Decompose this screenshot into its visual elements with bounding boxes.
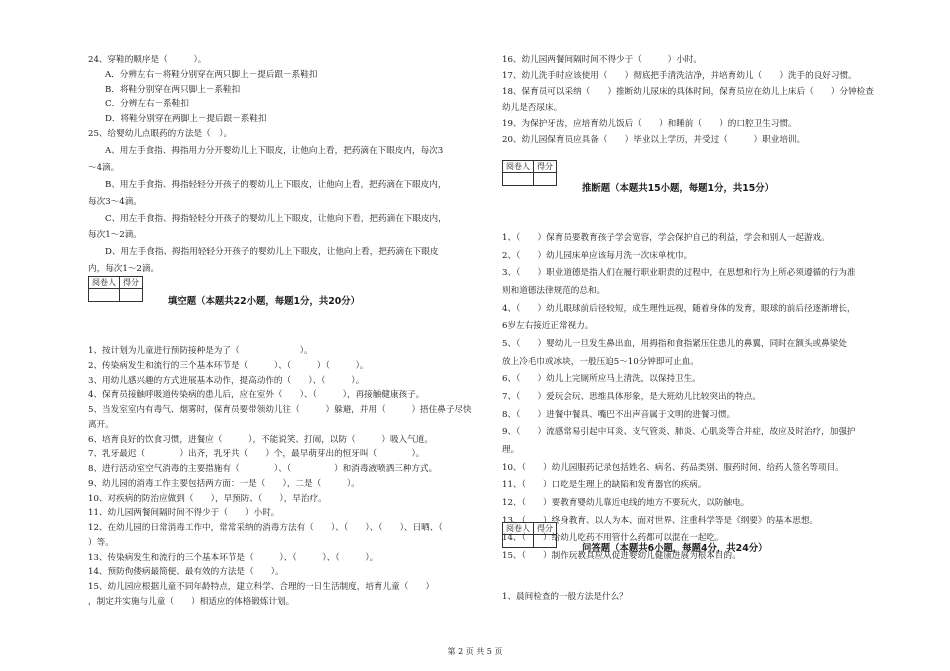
judge-item-continuation: 理。: [502, 445, 520, 455]
page-footer: 第 2 页 共 5 页: [447, 647, 503, 656]
judge-item: 2、（ ）幼儿园床单应该每月洗一次床单枕巾。: [502, 251, 693, 261]
fill-item: 1、按计划为儿童进行预防接种是为了（ ）。: [88, 346, 313, 356]
judge-item-continuation: 放上冷毛巾或冰块，一般压迫5～10分钟即可止血。: [502, 357, 699, 367]
judge-item-continuation: 则和道德法律规范的总和。: [502, 286, 606, 296]
score-box: [502, 160, 557, 186]
judge-item: 13、（ ）终身教育、以人为本、面对世界、注重科学等是《纲要》的基本思想。: [502, 516, 819, 526]
question-24-line: A．分辨左右－将鞋分别穿在两只脚上－提后跟－系鞋扣: [105, 69, 318, 80]
fill-item: 15、幼儿园应根据儿童不同年龄特点，建立科学、合理的一日生活制度，培育儿童（ ）: [88, 582, 435, 592]
qa-item: 1、晨间检查的一般方法是什么？: [502, 592, 628, 602]
judge-item: 1、（ ）保育员要教育孩子学会宽容，学会保护自己的利益，学会和别人一起游戏。: [502, 233, 830, 243]
fill-item: 3、用幼儿感兴趣的方式进展基本动作，提高动作的（ ）、（ ）。: [88, 376, 365, 386]
judge-item: 9、（ ）流感常易引起中耳炎、支气管炎、肺炎、心肌炎等合并症，故应及时治疗，加强护: [502, 427, 856, 437]
judge-item: 11、（ ）口吃是生理上的缺陷和发育器官的疾病。: [502, 480, 707, 490]
score-blank[interactable]: [120, 289, 143, 302]
question-25-line: B、用左手食指、拇指轻轻分开孩子的婴幼儿上下眼皮，让他向上看，把药滴在下眼皮内，: [105, 179, 447, 190]
question-24-line: C．分辨左右－系鞋扣: [105, 99, 189, 110]
score-box: [88, 276, 143, 302]
judge-item: 6、（ ）幼儿上完厕所应马上清洗，以保持卫生。: [502, 374, 701, 384]
fill-item: 12、在幼儿园的日常消毒工作中，常常采纳的消毒方法有（ ）、（ ）、（ ）、日晒、（: [88, 523, 443, 533]
fill-item-continuation: ）等。: [88, 538, 114, 548]
question-25-line: 每次3～4滴。: [88, 196, 142, 207]
question-24-line: 24、穿鞋的顺序是（ ）。: [88, 55, 207, 65]
fill-item: 5、当发室室内有毒气、烟雾时，保育员要带领幼儿往（ ）躲避，并用（ ）捂住鼻子尽快: [88, 405, 472, 415]
score-blank[interactable]: [534, 173, 557, 186]
fill-item: 20、幼儿园保育员应具备（ ）毕业以上学历，并受过（ ）职业培训。: [502, 135, 806, 145]
fill-item: 14、预防佝偻病最简便、最有效的方法是（ ）。: [88, 567, 284, 577]
question-25-line: D、用左手食指、拇指用轻轻分开孩子的婴幼儿上下眼皮，让他向上看，把药滴在下眼皮: [105, 247, 439, 258]
judge-item: 7、（ ）爱玩会玩、思维具体形象，是大班幼儿比较突出的特点。: [502, 392, 761, 402]
judge-item: 4、（ ）幼儿眼球前后径较短，成生理性远视，随着身体的发育，眼球的前后径逐渐增长，: [502, 304, 856, 314]
score-label: 得分: [534, 523, 557, 535]
question-24-line: D．将鞋分别穿在两脚上－提后跟－系鞋扣: [105, 114, 267, 125]
reviewer-blank[interactable]: [89, 289, 120, 302]
question-25-line: A、用左手食指、拇指用力分开婴幼儿上下眼皮，让他向上看，把药滴在下眼皮内，每次3: [105, 145, 444, 156]
fill-item: 17、幼儿洗手时应该使用（ ）彻底把手清洗洁净，并培育幼儿（ ）洗手的良好习惯。: [502, 71, 857, 81]
judge-item: 3、（ ）职业道德是指人们在履行职业职责的过程中，在思想和行为上所必须遵循的行为准: [502, 268, 856, 278]
fill-item: 13、传染病发生和流行的三个基本环节是（ ）、（ ）、（ ）。: [88, 553, 379, 563]
fill-item: 7、乳牙最迟（ ）出齐，乳牙共（ ）个，最早萌芽出的恒牙叫（ ）。: [88, 449, 425, 459]
reviewer-label: 阅卷人: [89, 277, 120, 289]
fill-item: 11、幼儿园两餐间隔时间不得少于（ ）小时。: [88, 508, 280, 518]
fill-item: 16、幼儿园两餐间隔时间不得少于（ ）小时。: [502, 55, 702, 65]
score-blank[interactable]: [534, 535, 557, 548]
fill-item: 10、对疾病的防治应做到（ ），早预防、（ ），早治疗。: [88, 494, 327, 504]
fill-item-continuation: 离开。: [88, 420, 114, 430]
judge-item-continuation: 6岁左右接近正常视力。: [502, 321, 594, 331]
fill-item-continuation: 幼儿是否尿床。: [502, 103, 563, 113]
fill-in-section-title: 填空题（本题共22小题，每题1分，共20分）: [168, 296, 360, 307]
reviewer-label: 阅卷人: [503, 523, 534, 535]
question-25-line: 25、给婴幼儿点眼药的方法是（ ）。: [88, 129, 233, 139]
judge-item: 8、（ ）进餐中餐具、嘴巴不出声音属于文明的进餐习惯。: [502, 410, 736, 420]
judge-item: 10、（ ）幼儿园服药记录包括姓名、病名、药品类别、服药时间、给药人签名等项目。: [502, 463, 844, 473]
fill-item-continuation: ，制定并实施与儿童（ ）相适应的体格锻炼计划。: [88, 597, 295, 607]
fill-item: 2、传染病发生和流行的三个基本环节是（ ）、（ ）（ ）。: [88, 361, 369, 371]
question-25-line: C、用左手食指、拇指轻轻分开孩子的婴幼儿上下眼皮，让他向下看，把药滴在下眼皮内，: [105, 213, 447, 224]
reviewer-label: 阅卷人: [503, 161, 534, 173]
fill-item: 19、为保护牙齿，应培育幼儿饭后（ ）和睡前（ ）的口腔卫生习惯。: [502, 119, 797, 129]
question-25-line: ～4滴。: [88, 162, 120, 173]
question-24-line: B．将鞋分别穿在两只脚上－系鞋扣: [105, 84, 241, 95]
fill-item: 6、培育良好的饮食习惯，进餐应（ ），不能说笑、打闹，以防（ ）吸入气道。: [88, 435, 433, 445]
question-25-line: 每次1～2滴。: [88, 230, 142, 241]
fill-item: 9、幼儿园的消毒工作主要包括两方面：一是（ ），二是（ ）。: [88, 479, 360, 489]
judge-item: 5、（ ）婴幼儿一旦发生鼻出血，用拇指和食指紧压住患儿的鼻翼，同时在额头或鼻梁处: [502, 339, 847, 349]
score-label: 得分: [534, 161, 557, 173]
fill-item: 8、进行活动室空气消毒的主要措施有（ ）、（ ）和消毒液喷洒三种方式。: [88, 464, 438, 474]
reviewer-blank[interactable]: [503, 173, 534, 186]
reviewer-blank[interactable]: [503, 535, 534, 548]
fill-item: 18、保育员可以采纳（ ）推断幼儿尿床的具体时间，保育员应在幼儿上床后（ ）分钟检查: [502, 87, 874, 97]
judge-item: 14、（ ）给幼儿吃药不用管什么药都可以混在一起吃。: [502, 533, 724, 543]
judge-section-title: 推断题（本题共15小题，每题1分，共15分）: [582, 183, 774, 194]
qa-section-title: 问答题（本题共6小题，每题4分，共24分）: [582, 543, 768, 554]
judge-item: 15、（ ）制作玩教具应从促进婴幼儿健康进展为根本目的。: [502, 551, 741, 561]
fill-item: 4、保育员接触呼吸道传染病的患儿后，应在室外（ ）、（ ），再接触健康孩子。: [88, 390, 425, 400]
score-box: [502, 522, 557, 548]
judge-item: 12、（ ）要教育婴幼儿靠近电线的地方不要玩火，以防触电。: [502, 498, 750, 508]
score-label: 得分: [120, 277, 143, 289]
question-25-line: 内，每次1～2滴。: [88, 264, 160, 275]
